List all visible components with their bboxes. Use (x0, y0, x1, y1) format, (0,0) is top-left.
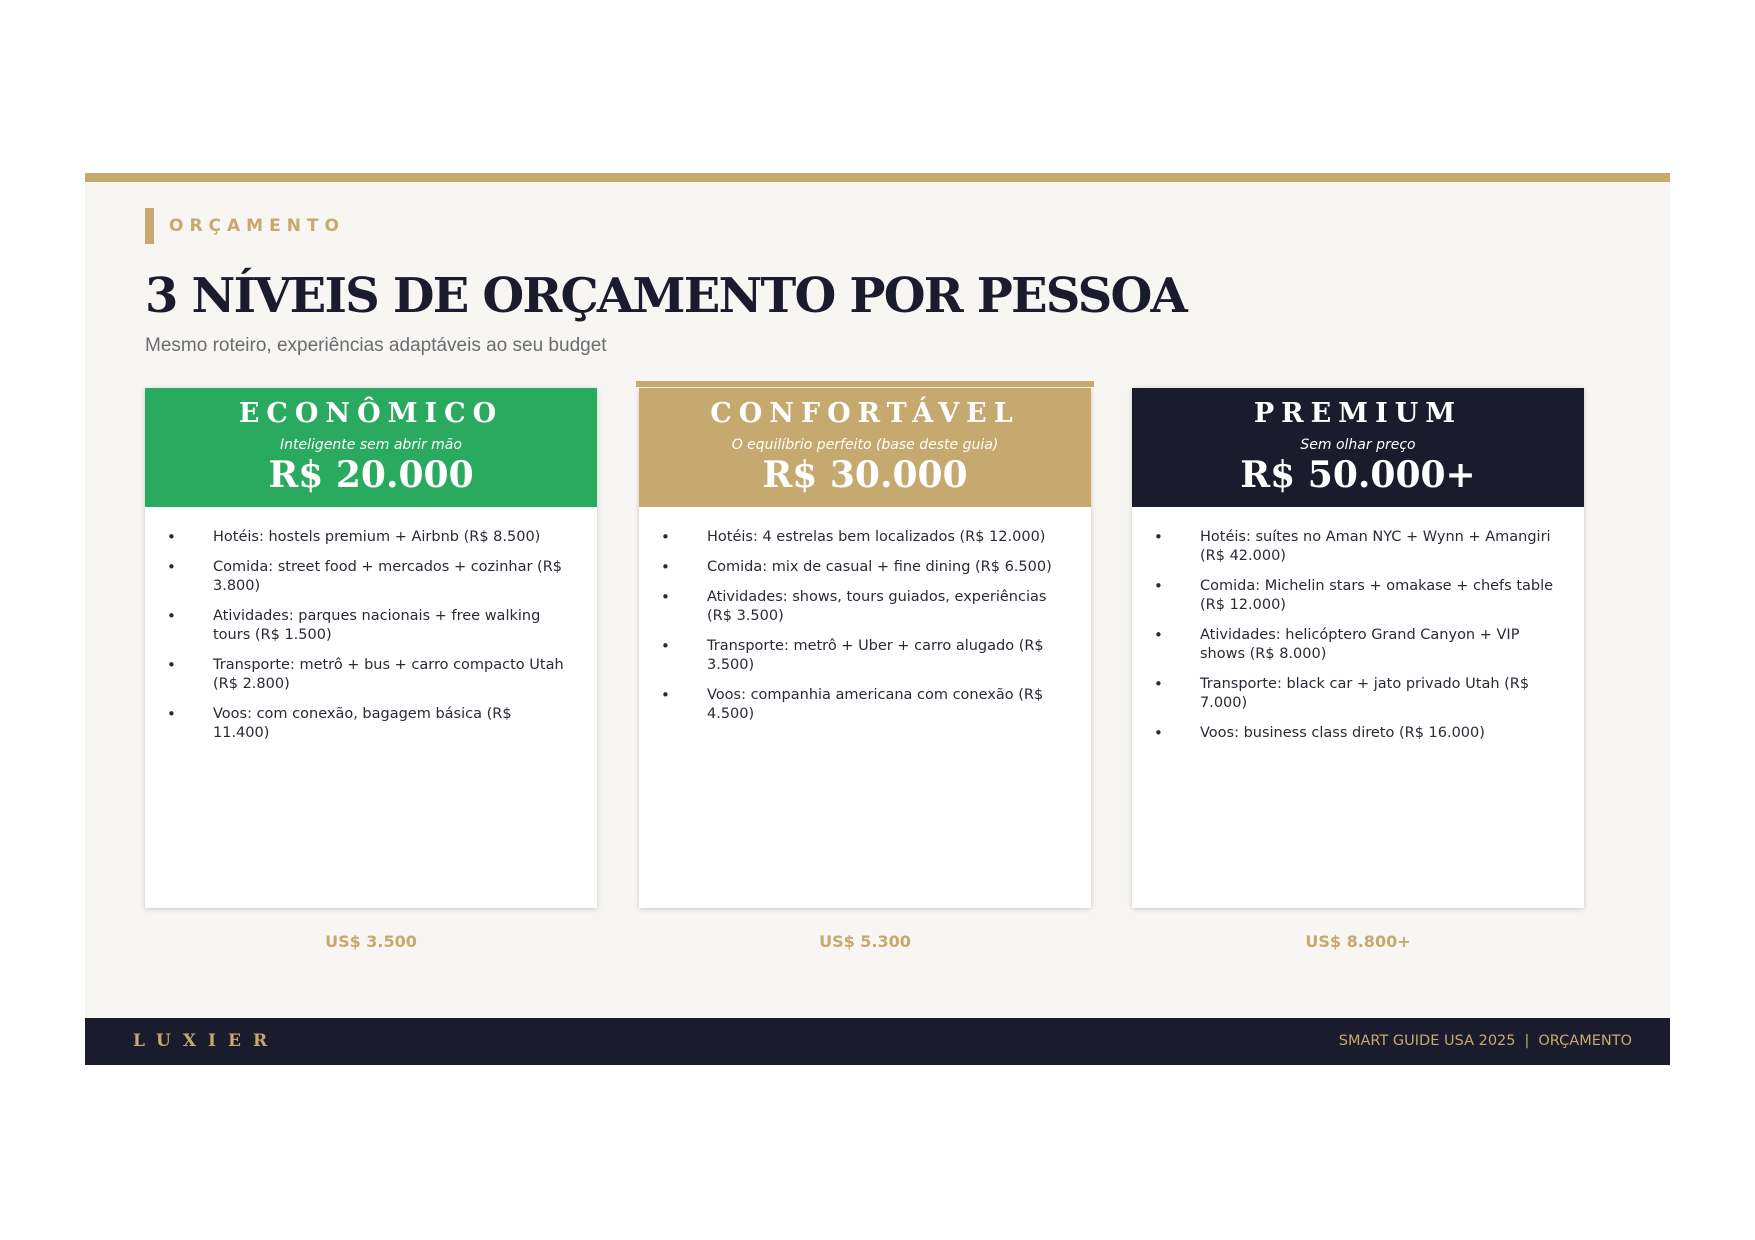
tier-card-confortavel (639, 388, 1091, 951)
footer-bar (85, 1018, 1670, 1065)
footer-guide-label: SMART GUIDE USA 2025 (1338, 1033, 1516, 1049)
bullet-icon: • (1154, 577, 1163, 595)
item-text: Voos: com conexão, bagagem básica (R$ 11.400) (213, 706, 512, 741)
tier-name: ECONÔMICO (238, 398, 504, 429)
item-text: Transporte: black car + jato privado Utah (R$ 7.000) (1200, 676, 1530, 711)
bullet-icon: • (661, 558, 670, 576)
slide (85, 173, 1670, 1065)
tier-header (145, 388, 597, 507)
bullet-icon: • (1154, 528, 1163, 546)
item-text: Hotéis: suítes no Aman NYC + Wynn + Amangiri (R$ 42.000) (1200, 529, 1551, 564)
top-gold-rule (85, 173, 1670, 182)
bullet-icon: • (1154, 724, 1163, 742)
bullet-icon: • (661, 686, 670, 704)
bullet-icon: • (167, 528, 176, 546)
bullet-icon: • (167, 705, 176, 723)
tier-items-list (145, 528, 597, 754)
bullet-icon: • (167, 558, 176, 576)
list-item (639, 637, 1091, 675)
tier-card-premium (1132, 388, 1584, 951)
page-subtitle: Mesmo roteiro, experiências adaptáveis ao seu budget (145, 335, 607, 356)
list-item (639, 558, 1091, 577)
list-item (1132, 675, 1584, 713)
featured-accent-rule (636, 381, 1094, 387)
item-text: Transporte: metrô + Uber + carro alugado (R$ 3.500) (707, 638, 1044, 673)
item-text: Atividades: parques nacionais + free walking tours (R$ 1.500) (213, 608, 541, 643)
tier-header (1132, 388, 1584, 507)
item-text: Atividades: shows, tours guiados, experiências (R$ 3.500) (707, 589, 1047, 624)
item-text: Hotéis: hostels premium + Airbnb (R$ 8.500) (213, 529, 541, 545)
tier-price: R$ 50.000+ (1240, 454, 1476, 496)
item-text: Hotéis: 4 estrelas bem localizados (R$ 12.000) (707, 529, 1046, 545)
item-text: Atividades: helicóptero Grand Canyon + VIP shows (R$ 8.000) (1200, 627, 1520, 662)
list-item (639, 588, 1091, 626)
item-text: Comida: Michelin stars + omakase + chefs table (R$ 12.000) (1200, 578, 1554, 613)
tier-price: R$ 20.000 (268, 454, 474, 496)
list-item (1132, 626, 1584, 664)
tier-header (639, 388, 1091, 507)
tier-tagline: Sem olhar preço (1300, 437, 1416, 453)
item-text: Voos: companhia americana com conexão (R$ 4.500) (707, 687, 1044, 722)
tier-card-economico (145, 388, 597, 951)
tier-usd-price: US$ 8.800+ (1305, 932, 1411, 951)
list-item (1132, 724, 1584, 743)
list-item (145, 528, 597, 547)
section-eyebrow: ORÇAMENTO (169, 216, 345, 236)
tier-usd-price: US$ 5.300 (819, 932, 911, 951)
item-text: Voos: business class direto (R$ 16.000) (1200, 725, 1485, 741)
item-text: Comida: street food + mercados + cozinhar (R$ 3.800) (213, 559, 562, 594)
page-title: 3 NÍVEIS DE ORÇAMENTO POR PESSOA (145, 268, 1186, 324)
list-item (145, 705, 597, 743)
footer-section-label: ORÇAMENTO (1538, 1033, 1632, 1049)
list-item (1132, 528, 1584, 566)
tier-usd-price: US$ 3.500 (325, 932, 417, 951)
tier-tagline: O equilíbrio perfeito (base deste guia) (731, 437, 999, 453)
item-text: Transporte: metrô + bus + carro compacto Utah (R$ 2.800) (213, 657, 564, 692)
tier-name: CONFORTÁVEL (710, 398, 1020, 429)
bullet-icon: • (1154, 675, 1163, 693)
bullet-icon: • (661, 528, 670, 546)
brand-logo: LUXIER (133, 1031, 280, 1051)
bullet-icon: • (1154, 626, 1163, 644)
list-item (145, 607, 597, 645)
tier-price: R$ 30.000 (762, 454, 968, 496)
bullet-icon: • (661, 588, 670, 606)
eyebrow-accent-bar (145, 208, 154, 244)
footer-separator: | (1524, 1033, 1530, 1049)
tier-tagline: Inteligente sem abrir mão (280, 437, 462, 453)
bullet-icon: • (167, 656, 176, 674)
bullet-icon: • (661, 637, 670, 655)
list-item (1132, 577, 1584, 615)
list-item (639, 686, 1091, 724)
tier-items-list (1132, 528, 1584, 754)
list-item (145, 558, 597, 596)
item-text: Comida: mix de casual + fine dining (R$ 6.500) (707, 559, 1052, 575)
list-item (639, 528, 1091, 547)
tier-name: PREMIUM (1253, 398, 1463, 429)
tier-items-list (639, 528, 1091, 735)
list-item (145, 656, 597, 694)
bullet-icon: • (167, 607, 176, 625)
footer-breadcrumb (1339, 1033, 1632, 1049)
